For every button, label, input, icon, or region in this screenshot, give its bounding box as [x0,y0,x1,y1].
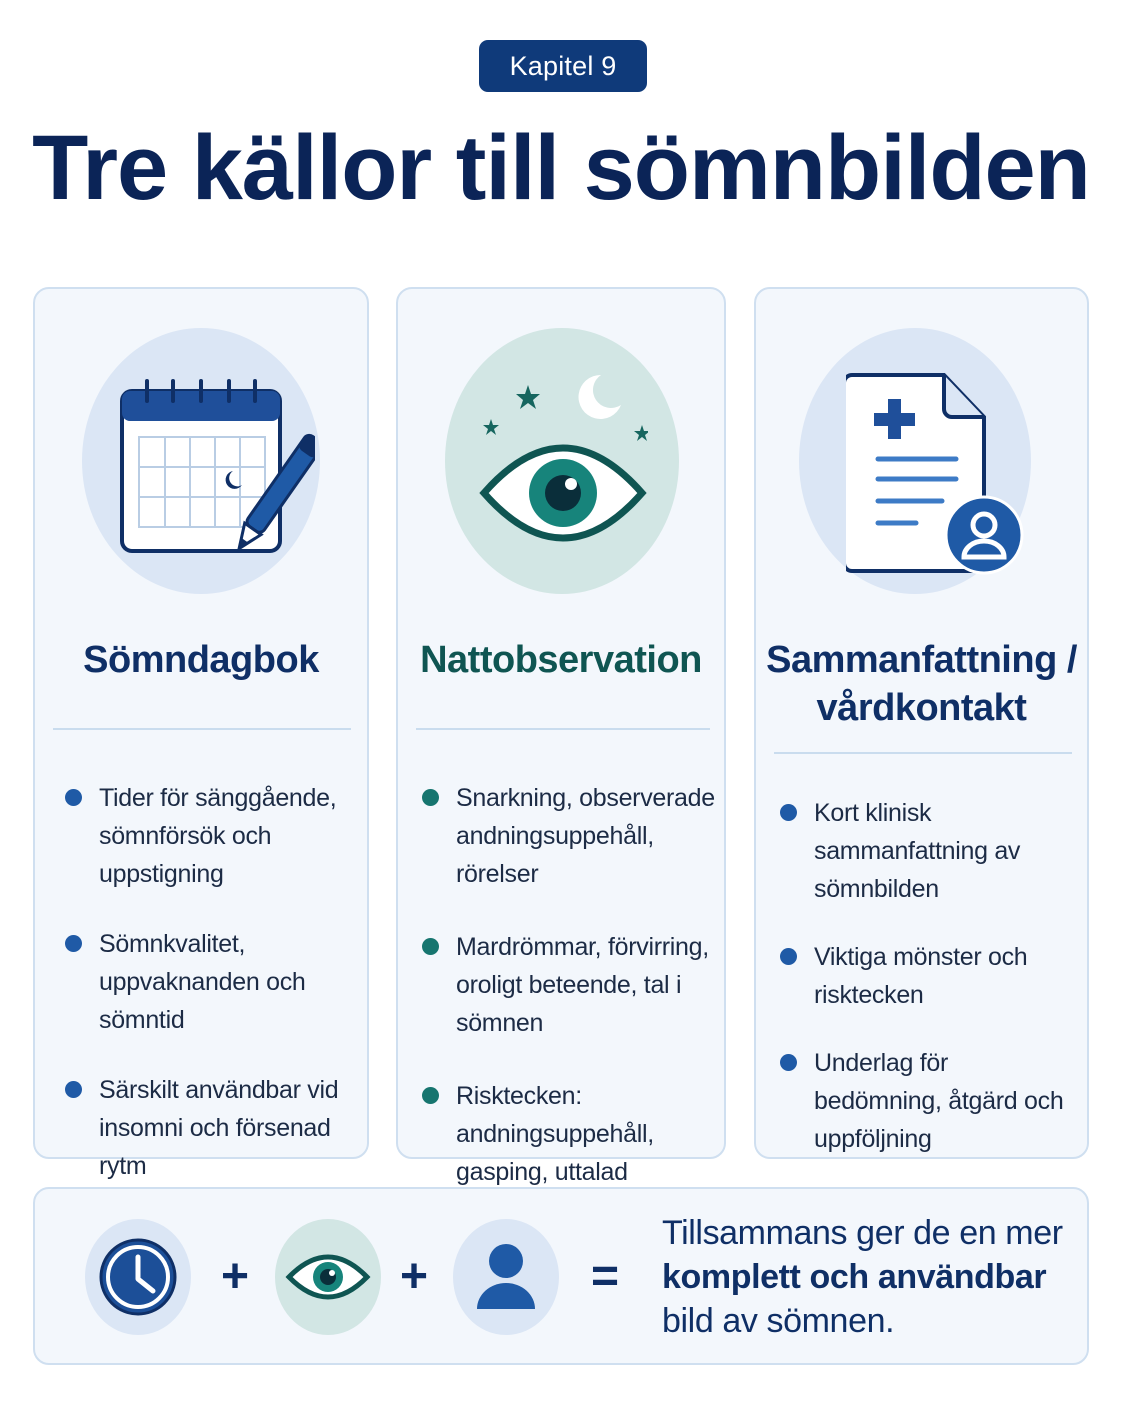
list-item: Risktecken: andningsuppehåll, gasping, uttalad [420,1077,720,1229]
equals-operator: = [590,1250,620,1303]
list-item: Särskilt användbar vid insomni och försenad rytm [63,1071,363,1185]
icon-background [453,1219,559,1335]
summary-text: Tillsammans ger de en mer komplett och användbar bild av sömnen. [662,1214,1063,1340]
divider [416,728,710,730]
icon-background [85,1219,191,1335]
bullet-dot-icon [422,1087,439,1104]
list-item: Snarkning, observerade andningsuppehåll, rörelser [420,779,720,893]
bullet-dot-icon [780,804,797,821]
eye-icon [275,1219,381,1335]
person-icon [453,1219,559,1335]
chapter-badge: Kapitel 9 [479,40,647,92]
eye-night-icon [478,369,648,559]
clock-icon [85,1219,191,1335]
bullet-list [778,794,1078,1188]
icon-background [275,1219,381,1335]
card-title: Nattobservation [420,639,702,681]
list-item: Underlag för bedömning, åtgärd och uppföljning [778,1044,1078,1158]
card-sammanfattning [754,287,1089,1159]
card-somndagbok [33,287,369,1180]
plus-operator: + [399,1250,429,1303]
bullet-dot-icon [780,948,797,965]
bullet-list [63,779,363,1217]
list-item: Kort klinisk sammanfattning av sömnbilden [778,794,1078,908]
calendar-pen-icon [115,373,315,573]
list-item: Mardrömmar, förvirring, oroligt beteende, tal i sömnen [420,928,720,1042]
medical-document-icon [846,367,1031,587]
page-title: Tre källor till sömnbilden [32,117,1090,219]
divider [53,728,351,730]
card-title: Sömndagbok [83,639,319,681]
list-item: Viktiga mönster och risktecken [778,938,1078,1014]
plus-operator: + [220,1250,250,1303]
divider [774,752,1072,754]
bullet-dot-icon [65,1081,82,1098]
bullet-dot-icon [422,938,439,955]
summary-box [33,1187,1089,1365]
bullet-dot-icon [65,789,82,806]
card-title: Sammanfattning / vårdkontakt [766,639,1077,729]
bullet-dot-icon [65,935,82,952]
list-item: Tider för sänggående, sömnförsök och uppstigning [63,779,363,893]
card-nattobservation [396,287,726,1186]
bullet-dot-icon [422,789,439,806]
bullet-dot-icon [780,1054,797,1071]
list-item: Sömnkvalitet, uppvaknanden och sömntid [63,925,363,1039]
